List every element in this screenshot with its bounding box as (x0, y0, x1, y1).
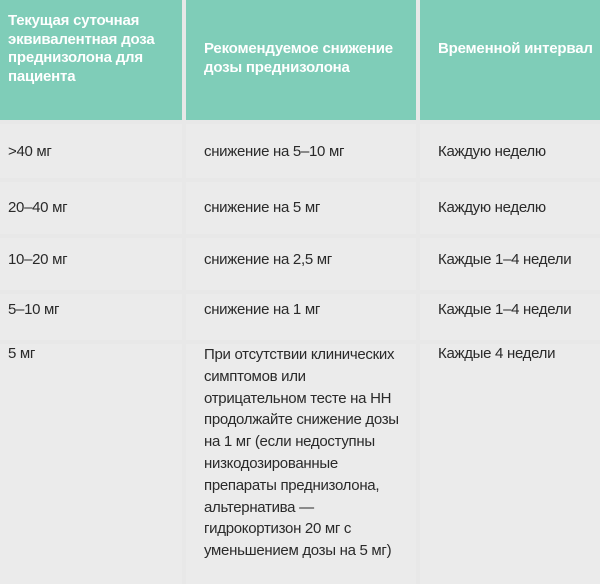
row-4-reduction: снижение на 1 мг (186, 294, 416, 340)
row-5-interval: Каждые 4 недели (420, 344, 600, 584)
row-1-interval: Каждую неделю (420, 124, 600, 178)
header-current-dose: Текущая суточная эквивалентная доза преднизолона для пациента (0, 0, 182, 120)
header-recommended-reduction: Рекомендуемое снижение дозы преднизолона (186, 0, 416, 120)
row-2-dose: 20–40 мг (0, 182, 182, 234)
row-3-reduction: снижение на 2,5 мг (186, 238, 416, 290)
row-2-interval: Каждую неделю (420, 182, 600, 234)
row-4-interval: Каждые 1–4 недели (420, 294, 600, 340)
header-time-interval: Временной интервал (420, 0, 600, 120)
row-2-reduction: снижение на 5 мг (186, 182, 416, 234)
row-3-dose: 10–20 мг (0, 238, 182, 290)
row-5-dose: 5 мг (0, 344, 182, 584)
row-5-reduction: При отсутствии клинических симптомов или отрицательном тесте на НН продолжайте снижение дозы на 1 мг (если недоступны низкодозированные препараты преднизолона, альтернатива — гидрокортизон 20 мг с уменьшением дозы на 5 мг) (186, 344, 416, 584)
row-3-interval: Каждые 1–4 недели (420, 238, 600, 290)
row-4-dose: 5–10 мг (0, 294, 182, 340)
row-1-reduction: снижение на 5–10 мг (186, 124, 416, 178)
row-1-dose: >40 мг (0, 124, 182, 178)
